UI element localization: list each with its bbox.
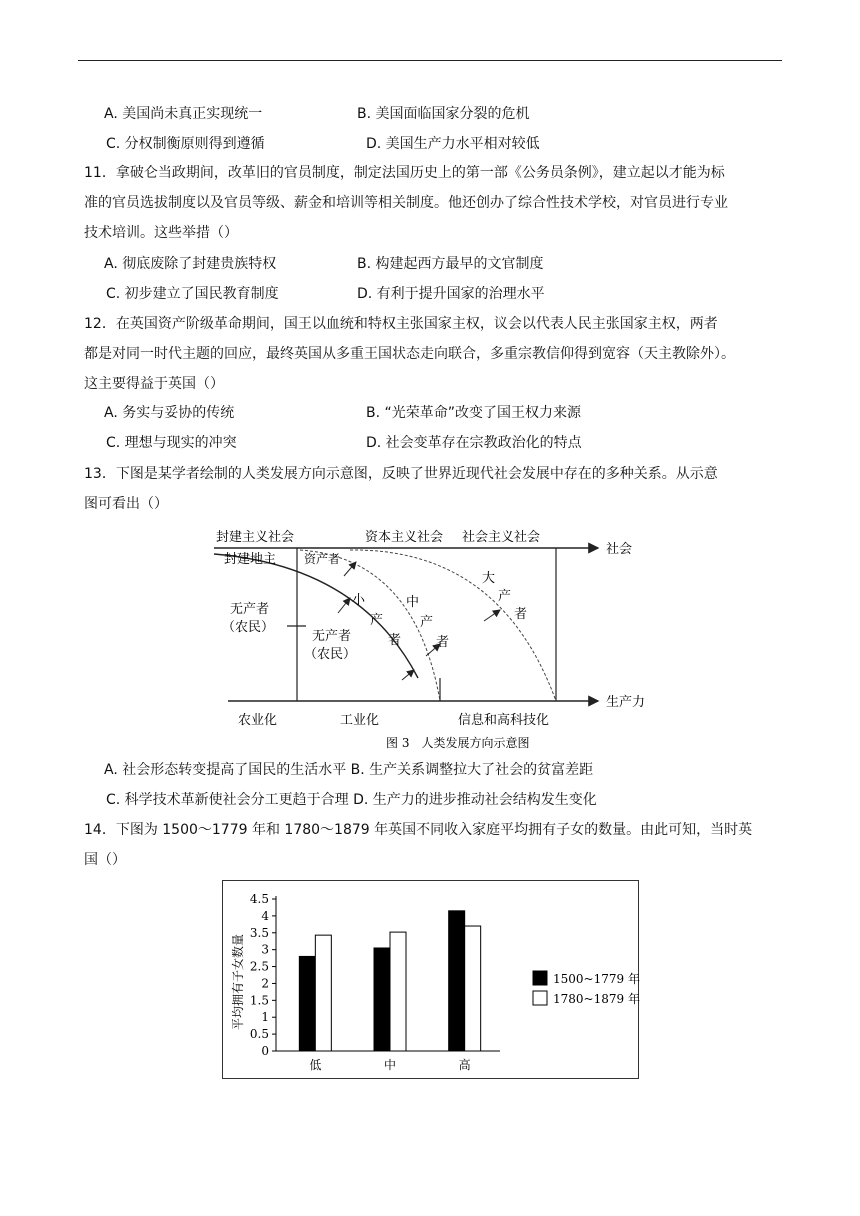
- label-socialist-society: 社会主义社会: [462, 530, 541, 545]
- bar-0-1: [315, 935, 331, 1051]
- q10-option-a[interactable]: A. 美国尚未真正实现统一: [104, 106, 263, 122]
- y-tick-label: 1.5: [249, 993, 269, 1008]
- label-small-2: 产: [370, 613, 384, 628]
- label-industrial: 工业化: [340, 713, 380, 728]
- x-tick-label: 中: [383, 1058, 397, 1072]
- x-tick-label: 高: [458, 1058, 471, 1072]
- label-feudal-society: 封建主义社会: [216, 530, 295, 545]
- label-middle-1: 中: [406, 595, 420, 610]
- q10-option-d[interactable]: D. 美国生产力水平相对较低: [366, 136, 540, 152]
- y-tick-label: 2: [261, 976, 269, 991]
- label-big-3: 者: [514, 607, 528, 622]
- legend-swatch-1780: [533, 991, 547, 1005]
- q14-text-line-1: 14．下图为 1500～1779 年和 1780～1879 年英国不同收入家庭平均拥有子女的数量。由此可知，当时英: [84, 822, 753, 838]
- label-peasant-left: （农民）: [222, 620, 275, 635]
- bar-1-0: [374, 948, 390, 1051]
- q12-option-a[interactable]: A. 务实与妥协的传统: [104, 405, 235, 421]
- label-peasant-mid: （农民）: [304, 647, 357, 662]
- label-big-2: 产: [498, 589, 512, 604]
- q13-options-ab[interactable]: A. 社会形态转变提高了国民的生活水平 B. 生产关系调整拉大了社会的贫富差距: [104, 762, 594, 778]
- q13-text-line-1: 13．下图是某学者绘制的人类发展方向示意图，反映了世界近现代社会发展中存在的多种关系。从示意: [84, 466, 718, 482]
- q12-option-d[interactable]: D. 社会变革存在宗教政治化的特点: [366, 435, 582, 451]
- q11-text-line-3: 技术培训。这些举措（）: [84, 225, 238, 241]
- label-society-axis: 社会: [606, 542, 633, 557]
- q11-text-line-1: 11．拿破仑当政期间，改革旧的官员制度，制定法国历史上的第一部《公务员条例》，建立起以才能为标: [84, 165, 725, 181]
- q11-option-a[interactable]: A. 彻底废除了封建贵族特权: [104, 256, 277, 272]
- label-small-1: 小: [352, 593, 366, 608]
- label-big-1: 大: [482, 571, 496, 586]
- q12-option-c[interactable]: C. 理想与现实的冲突: [106, 435, 237, 451]
- label-bourgeois: 资产者: [304, 552, 341, 566]
- q12-text-line-3: 这主要得益于英国（）: [84, 376, 224, 392]
- y-tick-label: 3.5: [249, 925, 269, 940]
- children-bar-chart: [222, 880, 640, 1080]
- q11-option-b[interactable]: B. 构建起西方最早的文官制度: [357, 256, 544, 272]
- label-agricultural: 农业化: [238, 713, 278, 728]
- legend-label-1500: 1500~1779 年: [553, 972, 640, 986]
- label-small-3: 者: [388, 633, 402, 648]
- label-middle-3: 者: [436, 635, 450, 650]
- label-info-hightech: 信息和高科技化: [458, 713, 550, 728]
- bar-0-0: [299, 956, 315, 1051]
- y-tick-label: 4.5: [249, 892, 269, 906]
- chart-ylabel: 平均拥有子女数量: [231, 933, 245, 1031]
- legend-swatch-1500: [533, 971, 547, 985]
- q10-option-c[interactable]: C. 分权制衡原则得到遵循: [106, 136, 265, 152]
- q13-options-cd[interactable]: C. 科学技术革新使社会分工更趋于合理 D. 生产力的进步推动社会结构发生变化: [106, 792, 597, 808]
- y-tick-label: 2.5: [249, 959, 269, 974]
- q11-text-line-2: 准的官员选拔制度以及官员等级、薪金和培训等相关制度。他还创办了综合性技术学校，对官员进行专业: [84, 195, 728, 211]
- x-tick-label: 低: [309, 1058, 322, 1072]
- q14-text-line-2: 国（）: [84, 852, 126, 868]
- human-development-diagram: [200, 518, 670, 753]
- label-proletariat-mid: 无产者: [312, 629, 352, 644]
- header-rule: [78, 60, 782, 61]
- label-capitalist-society: 资本主义社会: [365, 530, 444, 545]
- figure-caption: 图 3 人类发展方向示意图: [386, 736, 530, 750]
- label-feudal-lord: 封建地主: [224, 552, 277, 567]
- y-tick-label: 0.5: [249, 1027, 269, 1042]
- label-middle-2: 产: [420, 615, 434, 630]
- y-tick-label: 4: [261, 908, 269, 923]
- bar-2-0: [449, 911, 465, 1051]
- bar-1-1: [390, 932, 406, 1051]
- q10-option-b[interactable]: B. 美国面临国家分裂的危机: [357, 106, 530, 122]
- y-tick-label: 3: [261, 942, 269, 957]
- y-tick-label: 0: [261, 1044, 269, 1058]
- y-tick-label: 1: [261, 1010, 269, 1025]
- q13-text-line-2: 图可看出（）: [84, 496, 168, 512]
- q11-option-c[interactable]: C. 初步建立了国民教育制度: [106, 286, 279, 302]
- label-productivity-axis: 生产力: [606, 695, 646, 710]
- legend-label-1780: 1780~1879 年: [553, 992, 640, 1006]
- bar-2-1: [465, 926, 481, 1051]
- q11-option-d[interactable]: D. 有利于提升国家的治理水平: [357, 286, 545, 302]
- label-proletariat-left: 无产者: [230, 602, 270, 617]
- q12-option-b[interactable]: B. “光荣革命”改变了国王权力来源: [366, 405, 582, 421]
- q12-text-line-2: 都是对同一时代主题的回应，最终英国从多重王国状态走向联合，多重宗教信仰得到宽容（天主教除外）。: [84, 346, 735, 362]
- q12-text-line-1: 12．在英国资产阶级革命期间，国王以血统和特权主张国家主权，议会以代表人民主张国家主权，两者: [84, 316, 718, 332]
